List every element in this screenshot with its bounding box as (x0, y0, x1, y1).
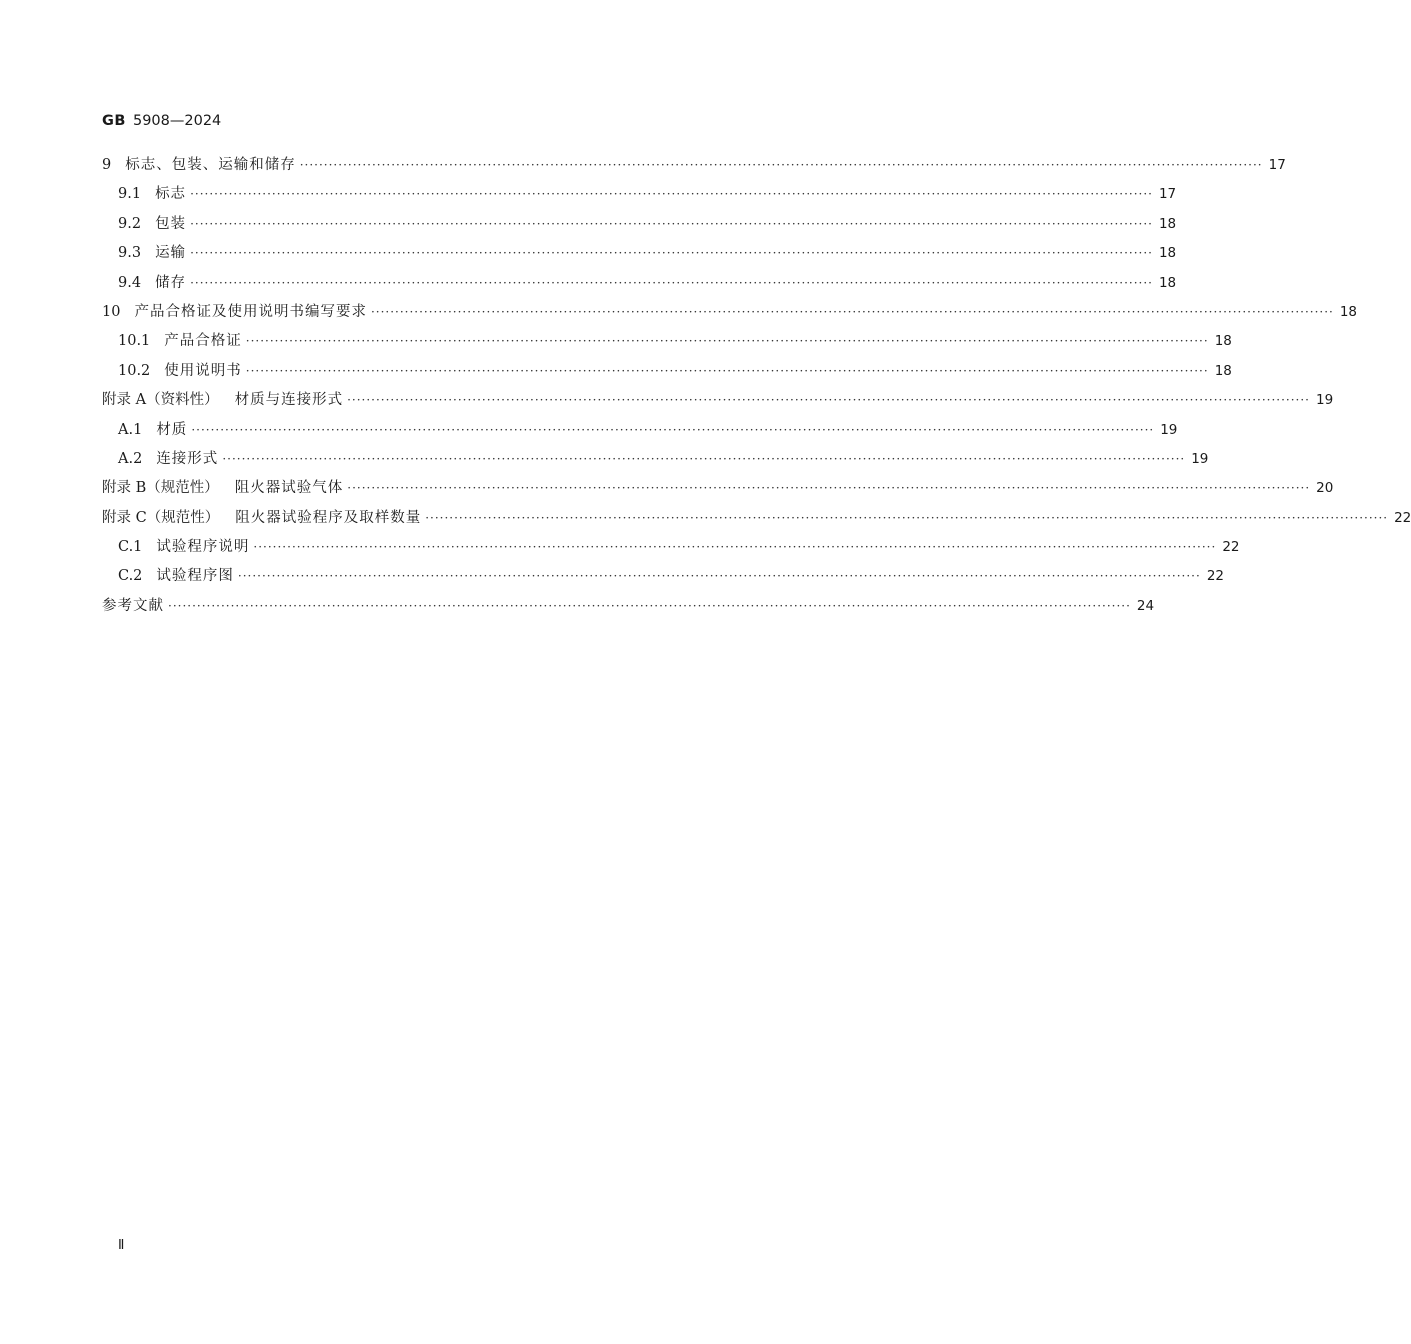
toc-dot-leader: ········································································································································································································ (245, 334, 1209, 349)
toc-entry-number: 9.3 (118, 245, 142, 262)
toc-entry-number: A.1 (118, 421, 143, 438)
toc-entry-page: 17 (1268, 157, 1286, 173)
toc-entry-number: 附录 B（规范性） (102, 480, 219, 497)
toc-entry[interactable] (102, 418, 1178, 447)
toc-entry-page: 18 (1339, 303, 1358, 320)
toc-dot-leader: ········································································································································································································ (190, 246, 1153, 261)
toc-entry-page: 18 (1158, 215, 1177, 232)
toc-dot-leader: ········································································································································································································ (347, 393, 1310, 408)
toc-dot-leader: ········································································································································································································ (191, 422, 1155, 437)
toc-entry-number: 9.2 (118, 215, 142, 232)
toc-entry-title: 材质 (156, 421, 188, 438)
toc-entry-title: 阻火器试验气体 (234, 480, 344, 497)
toc-entry[interactable] (102, 447, 1209, 476)
toc-entry[interactable] (102, 241, 1177, 270)
standard-number: 5908—2024 (132, 113, 222, 129)
toc-entry-number: 9 (102, 157, 112, 173)
toc-entry-page: 24 (1136, 597, 1155, 614)
toc-entry-number: 10.1 (118, 333, 151, 350)
toc-dot-leader: ········································································································································································································ (347, 481, 1311, 496)
toc-entry-page: 18 (1214, 333, 1232, 350)
toc-entry-title: 标志 (155, 186, 187, 203)
toc-dot-leader: ········································································································································································································ (370, 304, 1334, 319)
toc-dot-leader: ········································································································································································································ (168, 598, 1131, 613)
toc-entry-title: 试验程序说明 (156, 539, 250, 556)
toc-entry-title: 运输 (155, 245, 187, 262)
toc-dot-leader: ········································································································································································································ (253, 540, 1217, 555)
page-header (102, 113, 221, 129)
toc-entry-number: C.2 (118, 568, 143, 585)
toc-entry-title: 阻火器试验程序及取样数量 (235, 509, 422, 526)
toc-entry-number: 附录 A（资料性） (102, 392, 219, 409)
toc-entry-number: 10.2 (118, 362, 151, 379)
toc-entry-number: A.2 (118, 450, 143, 467)
toc-entry-page: 19 (1191, 450, 1209, 467)
toc-entry-title: 试验程序图 (156, 568, 234, 585)
toc-entry-number: 9.4 (118, 274, 142, 291)
toc-entry-title: 连接形式 (156, 450, 219, 467)
toc-dot-leader: ········································································································································································································ (237, 569, 1201, 584)
toc-entry[interactable] (102, 359, 1232, 388)
toc-entry-page: 18 (1158, 245, 1177, 262)
toc-dot-leader: ········································································································································································································ (245, 363, 1209, 378)
toc-entry-page: 22 (1206, 568, 1224, 585)
toc-entry[interactable] (102, 212, 1177, 241)
toc-entry-title: 标志、包装、运输和储存 (125, 157, 296, 173)
toc-entry[interactable] (102, 535, 1240, 564)
toc-dot-leader: ········································································································································································································ (425, 510, 1389, 525)
toc-entry[interactable] (102, 271, 1177, 300)
toc-entry-number: 9.1 (118, 186, 142, 203)
toc-entry-page: 19 (1315, 392, 1334, 409)
page-number: Ⅱ (118, 1238, 125, 1253)
toc-entry-page: 19 (1160, 421, 1178, 438)
toc-entry[interactable] (102, 182, 1177, 211)
toc-entry[interactable] (102, 564, 1224, 593)
toc-entry[interactable] (102, 329, 1232, 358)
toc-entry[interactable] (102, 388, 1334, 417)
toc-entry-title: 材质与连接形式 (234, 392, 344, 409)
toc-entry-number: C.1 (118, 539, 143, 556)
toc-entry[interactable] (102, 594, 1155, 623)
toc-entry-page: 20 (1316, 480, 1334, 497)
toc-dot-leader: ········································································································································································································ (190, 275, 1153, 290)
toc-entry-number: 10 (102, 303, 121, 320)
toc-dot-leader: ········································································································································································································ (222, 451, 1186, 466)
toc-entry-title: 产品合格证 (164, 333, 242, 350)
toc-entry[interactable] (102, 153, 1286, 182)
toc-entry[interactable] (102, 300, 1358, 329)
toc-dot-leader: ········································································································································································································ (190, 216, 1153, 231)
standard-code: GB (102, 113, 126, 129)
toc-entry-title: 使用说明书 (164, 362, 242, 379)
toc-entry-number: 附录 C（规范性） (102, 509, 220, 526)
toc-entry-title: 储存 (155, 274, 187, 291)
toc-entry-page: 22 (1394, 509, 1411, 526)
toc-entry-page: 22 (1222, 539, 1240, 556)
toc-entry-title: 产品合格证及使用说明书编写要求 (134, 303, 367, 320)
toc-entry-page: 17 (1158, 186, 1177, 203)
table-of-contents (102, 153, 1411, 623)
toc-entry-title: 参考文献 (102, 597, 164, 614)
toc-entry[interactable] (102, 506, 1411, 535)
toc-dot-leader: ········································································································································································································ (299, 158, 1263, 172)
toc-entry-page: 18 (1158, 274, 1177, 291)
toc-dot-leader: ········································································································································································································ (190, 187, 1153, 202)
toc-entry[interactable] (102, 476, 1334, 505)
toc-entry-title: 包装 (155, 215, 187, 232)
toc-entry-page: 18 (1214, 362, 1232, 379)
